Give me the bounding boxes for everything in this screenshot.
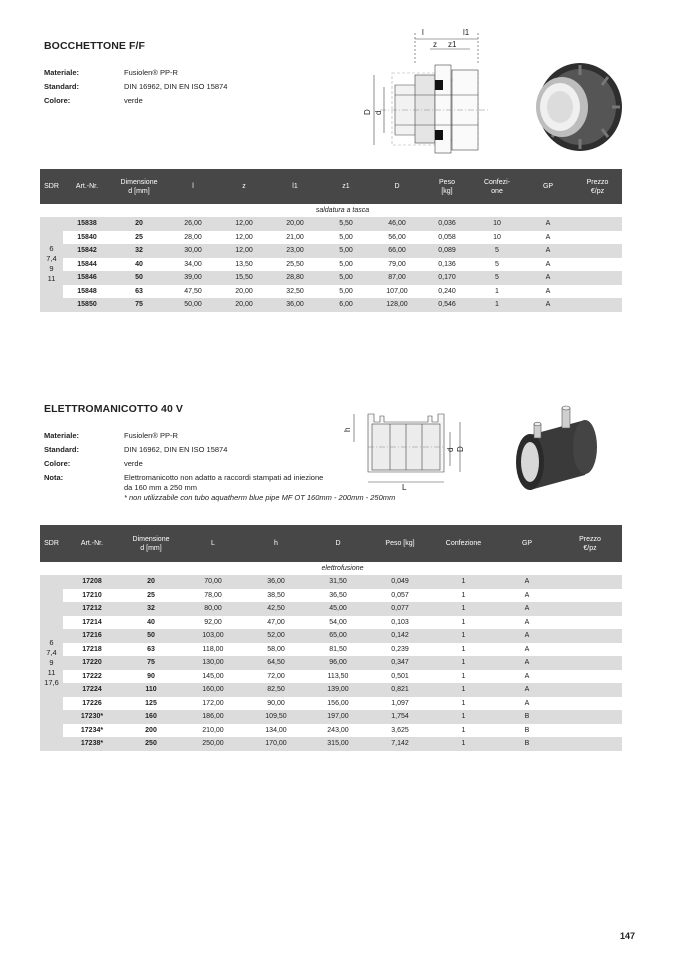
table-cell: A xyxy=(496,656,558,670)
table-cell: 28,00 xyxy=(167,231,219,245)
table-cell: 25,50 xyxy=(269,258,321,272)
table-cell: 45,00 xyxy=(307,602,369,616)
dim-label-D: D xyxy=(363,109,372,115)
col-header: Prezzo €/pz xyxy=(573,169,622,204)
table-cell xyxy=(558,575,622,589)
prop-key: Standard: xyxy=(44,445,80,454)
table-cell: 0,170 xyxy=(423,271,471,285)
table-row xyxy=(40,629,622,643)
table-cell: 0,239 xyxy=(369,643,431,657)
table-cell: 26,00 xyxy=(167,217,219,231)
table-cell xyxy=(558,629,622,643)
table-cell: 0,501 xyxy=(369,670,431,684)
table-cell: 0,136 xyxy=(423,258,471,272)
table-cell: 1,097 xyxy=(369,697,431,711)
table-cell xyxy=(558,670,622,684)
prop-value: verde xyxy=(124,459,143,468)
sdr-value: 11 xyxy=(47,274,56,284)
prop-value: verde xyxy=(124,96,143,105)
table-cell: 20,00 xyxy=(269,217,321,231)
table-cell: 47,50 xyxy=(167,285,219,299)
article-number-cell: 15842 xyxy=(63,244,111,258)
table-row xyxy=(40,298,622,312)
table-cell: 1,754 xyxy=(369,710,431,724)
table-cell: 13,50 xyxy=(219,258,269,272)
table-cell: 28,80 xyxy=(269,271,321,285)
note-footnote: * non utilizzabile con tubo aquatherm blue pipe MF OT 160mm - 200mm - 250mm xyxy=(124,493,396,502)
table-cell: 5,00 xyxy=(321,244,371,258)
sdr-value: 9 xyxy=(49,264,54,274)
coupler-product-image xyxy=(500,400,610,495)
table-cell: 81,50 xyxy=(307,643,369,657)
dimension-cell: 250 xyxy=(121,737,181,751)
dim-label-d: d xyxy=(374,110,383,115)
table-cell: 1 xyxy=(431,616,496,630)
article-number-cell: 17238* xyxy=(63,737,121,751)
sdr-value: 7,4 xyxy=(46,254,57,264)
table-cell xyxy=(558,710,622,724)
table-cell: 128,00 xyxy=(371,298,423,312)
table-cell xyxy=(573,258,622,272)
table-cell: 130,00 xyxy=(181,656,245,670)
prop-key: Materiale: xyxy=(44,431,80,440)
note-line: da 160 mm a 250 mm xyxy=(124,483,197,492)
article-number-cell: 17234* xyxy=(63,724,121,738)
table-cell: 96,00 xyxy=(307,656,369,670)
table-cell xyxy=(558,616,622,630)
table-row xyxy=(40,643,622,657)
table-cell xyxy=(573,271,622,285)
table-cell: B xyxy=(496,724,558,738)
table-cell: 20,00 xyxy=(219,285,269,299)
table-cell: 5,00 xyxy=(321,231,371,245)
table-cell: 1 xyxy=(431,643,496,657)
table-cell: A xyxy=(496,602,558,616)
dimension-cell: 125 xyxy=(121,697,181,711)
col-header: h xyxy=(245,525,307,562)
prop-key: Colore: xyxy=(44,96,71,105)
table-cell xyxy=(558,656,622,670)
article-number-cell: 17222 xyxy=(63,670,121,684)
table-cell xyxy=(573,217,622,231)
prop-value: Fusiolen® PP-R xyxy=(124,431,178,440)
col-header: D xyxy=(307,525,369,562)
table-cell: 118,00 xyxy=(181,643,245,657)
table-cell xyxy=(573,298,622,312)
article-number-cell: 15838 xyxy=(63,217,111,231)
table-cell: 7,142 xyxy=(369,737,431,751)
table-cell: 31,50 xyxy=(307,575,369,589)
table-cell: A xyxy=(496,589,558,603)
table-cell: 0,103 xyxy=(369,616,431,630)
table-cell: 1 xyxy=(431,602,496,616)
table-subheader-row xyxy=(40,204,622,217)
col-header: Art.-Nr. xyxy=(63,525,121,562)
table-cell xyxy=(573,285,622,299)
table-row xyxy=(40,697,622,711)
table-cell: A xyxy=(496,670,558,684)
col-header: Prezzo €/pz xyxy=(558,525,622,562)
dimension-cell: 20 xyxy=(111,217,167,231)
dim-label-z: z xyxy=(433,40,437,49)
table-cell: 90,00 xyxy=(245,697,307,711)
article-number-cell: 17220 xyxy=(63,656,121,670)
sdr-value: 6 xyxy=(49,244,54,254)
table-row xyxy=(40,217,622,231)
article-number-cell: 17226 xyxy=(63,697,121,711)
table-header-row xyxy=(40,169,622,204)
table-cell: 50,00 xyxy=(167,298,219,312)
table-row xyxy=(40,575,622,589)
dimension-cell: 63 xyxy=(111,285,167,299)
table-cell xyxy=(558,697,622,711)
table-cell: 54,00 xyxy=(307,616,369,630)
table-cell: 78,00 xyxy=(181,589,245,603)
table-cell xyxy=(558,683,622,697)
process-label: elettrofusione xyxy=(321,565,364,572)
prop-key: Materiale: xyxy=(44,68,80,77)
table-row xyxy=(40,683,622,697)
section-title-bocchettone: BOCCHETTONE F/F xyxy=(44,40,146,52)
table-cell: 250,00 xyxy=(181,737,245,751)
table-cell: 1 xyxy=(431,670,496,684)
table-cell xyxy=(573,231,622,245)
table-header-row xyxy=(40,525,622,562)
col-header: D xyxy=(371,169,423,204)
article-number-cell: 17212 xyxy=(63,602,121,616)
dimension-cell: 160 xyxy=(121,710,181,724)
table-cell: 103,00 xyxy=(181,629,245,643)
table-cell: 172,00 xyxy=(181,697,245,711)
col-header: Peso [kg] xyxy=(423,169,471,204)
col-header: Dimensione d [mm] xyxy=(111,169,167,204)
table-cell: 92,00 xyxy=(181,616,245,630)
table-cell: 23,00 xyxy=(269,244,321,258)
dimension-cell: 25 xyxy=(111,231,167,245)
article-number-cell: 17216 xyxy=(63,629,121,643)
table-row xyxy=(40,737,622,751)
col-header: GP xyxy=(523,169,573,204)
sdr-cell xyxy=(40,217,63,312)
table-cell: 0,089 xyxy=(423,244,471,258)
elettromanicotto-table xyxy=(40,525,622,751)
table-cell: 10 xyxy=(471,217,523,231)
table-cell: 1 xyxy=(471,298,523,312)
table-cell: 5,50 xyxy=(321,217,371,231)
table-cell: 20,00 xyxy=(219,298,269,312)
table-cell: 36,00 xyxy=(245,575,307,589)
sdr-value: 7,4 xyxy=(46,647,57,657)
col-header: Peso [kg] xyxy=(369,525,431,562)
table-cell: 64,50 xyxy=(245,656,307,670)
prop-value: DIN 16962, DIN EN ISO 15874 xyxy=(124,445,228,454)
dimension-cell: 32 xyxy=(111,244,167,258)
dimension-cell: 40 xyxy=(111,258,167,272)
prop-value: Fusiolen® PP-R xyxy=(124,68,178,77)
article-number-cell: 15850 xyxy=(63,298,111,312)
table-cell: 0,240 xyxy=(423,285,471,299)
col-header: L xyxy=(181,525,245,562)
table-cell: 197,00 xyxy=(307,710,369,724)
sdr-value: 6 xyxy=(49,637,54,647)
table-cell: 79,00 xyxy=(371,258,423,272)
article-number-cell: 15844 xyxy=(63,258,111,272)
table-row xyxy=(40,602,622,616)
table-cell: 21,00 xyxy=(269,231,321,245)
table-cell: A xyxy=(496,616,558,630)
table-cell: 52,00 xyxy=(245,629,307,643)
table-cell: A xyxy=(496,629,558,643)
table-cell: 0,347 xyxy=(369,656,431,670)
table-cell: 170,00 xyxy=(245,737,307,751)
table-cell: 5 xyxy=(471,258,523,272)
note-line: Elettromanicotto non adatto a raccordi stampati ad iniezione xyxy=(124,473,324,482)
union-product-image xyxy=(520,55,630,155)
table-cell: 6,00 xyxy=(321,298,371,312)
prop-key: Nota: xyxy=(44,473,64,482)
table-cell: 12,00 xyxy=(219,231,269,245)
table-cell: 186,00 xyxy=(181,710,245,724)
table-cell: 5,00 xyxy=(321,271,371,285)
col-header: Confezi- one xyxy=(471,169,523,204)
col-header: Confezione xyxy=(431,525,496,562)
table-cell: 56,00 xyxy=(371,231,423,245)
table-cell: 1 xyxy=(431,629,496,643)
dimension-cell: 110 xyxy=(121,683,181,697)
prop-value: DIN 16962, DIN EN ISO 15874 xyxy=(124,82,228,91)
table-cell: 1 xyxy=(431,710,496,724)
table-cell: 38,50 xyxy=(245,589,307,603)
sdr-value: 17,6 xyxy=(44,677,59,687)
table-cell: 58,00 xyxy=(245,643,307,657)
table-cell: 1 xyxy=(431,683,496,697)
table-row xyxy=(40,670,622,684)
table-cell: 15,50 xyxy=(219,271,269,285)
table-cell: 34,00 xyxy=(167,258,219,272)
dim-label-h: h xyxy=(343,427,352,432)
table-cell xyxy=(558,589,622,603)
page-number: 147 xyxy=(620,931,636,941)
dimension-cell: 20 xyxy=(121,575,181,589)
table-row xyxy=(40,258,622,272)
table-cell: 0,077 xyxy=(369,602,431,616)
table-row xyxy=(40,656,622,670)
table-cell: 160,00 xyxy=(181,683,245,697)
table-cell: 87,00 xyxy=(371,271,423,285)
bocchettone-table xyxy=(40,169,622,312)
table-cell: 1 xyxy=(471,285,523,299)
table-cell: 145,00 xyxy=(181,670,245,684)
table-cell xyxy=(573,244,622,258)
article-number-cell: 17218 xyxy=(63,643,121,657)
table-cell: 210,00 xyxy=(181,724,245,738)
table-cell xyxy=(558,724,622,738)
dimension-cell: 50 xyxy=(111,271,167,285)
union-technical-drawing xyxy=(360,25,510,160)
dimension-cell: 40 xyxy=(121,616,181,630)
table-cell: A xyxy=(496,575,558,589)
table-cell: 42,50 xyxy=(245,602,307,616)
table-cell: 0,057 xyxy=(369,589,431,603)
article-number-cell: 15840 xyxy=(63,231,111,245)
dimension-cell: 75 xyxy=(121,656,181,670)
col-header: l xyxy=(167,169,219,204)
table-cell: 70,00 xyxy=(181,575,245,589)
table-cell: 82,50 xyxy=(245,683,307,697)
dimension-cell: 25 xyxy=(121,589,181,603)
properties-bocchettone xyxy=(44,66,227,108)
table-cell: B xyxy=(496,737,558,751)
dim-label-d: d xyxy=(446,447,455,452)
table-cell: 107,00 xyxy=(371,285,423,299)
dim-label-l1: l1 xyxy=(463,28,470,37)
table-row xyxy=(40,616,622,630)
dimension-cell: 63 xyxy=(121,643,181,657)
col-header: Dimensione d [mm] xyxy=(121,525,181,562)
table-cell: 0,036 xyxy=(423,217,471,231)
table-cell: A xyxy=(523,231,573,245)
coupler-technical-drawing xyxy=(340,402,475,492)
table-cell: A xyxy=(523,244,573,258)
table-cell: 1 xyxy=(431,697,496,711)
col-header: GP xyxy=(496,525,558,562)
article-number-cell: 15846 xyxy=(63,271,111,285)
table-cell: 5 xyxy=(471,244,523,258)
table-cell: 47,00 xyxy=(245,616,307,630)
table-cell: 66,00 xyxy=(371,244,423,258)
table-cell: 80,00 xyxy=(181,602,245,616)
col-header: SDR xyxy=(40,525,63,562)
article-number-cell: 17224 xyxy=(63,683,121,697)
table-row xyxy=(40,231,622,245)
col-header: z xyxy=(219,169,269,204)
table-cell: 0,142 xyxy=(369,629,431,643)
table-row xyxy=(40,244,622,258)
dimension-cell: 90 xyxy=(121,670,181,684)
table-cell: A xyxy=(496,697,558,711)
sdr-cell xyxy=(40,575,63,751)
table-cell xyxy=(558,643,622,657)
col-header: SDR xyxy=(40,169,63,204)
prop-key: Colore: xyxy=(44,459,71,468)
article-number-cell: 17208 xyxy=(63,575,121,589)
table-cell: 243,00 xyxy=(307,724,369,738)
dimension-cell: 50 xyxy=(121,629,181,643)
table-cell: 0,049 xyxy=(369,575,431,589)
table-row xyxy=(40,271,622,285)
table-cell: 1 xyxy=(431,656,496,670)
table-cell xyxy=(558,737,622,751)
dimension-cell: 200 xyxy=(121,724,181,738)
section-title-elettromanicotto: ELETTROMANICOTTO 40 V xyxy=(44,403,183,415)
sdr-value: 9 xyxy=(49,657,54,667)
sdr-value: 11 xyxy=(47,667,56,677)
table-cell: 109,50 xyxy=(245,710,307,724)
table-cell: A xyxy=(496,643,558,657)
table-cell: A xyxy=(496,683,558,697)
table-cell: 1 xyxy=(431,575,496,589)
table-cell: 30,00 xyxy=(167,244,219,258)
dim-label-D: D xyxy=(456,446,465,452)
table-cell: 315,00 xyxy=(307,737,369,751)
table-cell: 0,058 xyxy=(423,231,471,245)
table-cell: A xyxy=(523,271,573,285)
table-cell: 32,50 xyxy=(269,285,321,299)
table-cell: 36,50 xyxy=(307,589,369,603)
table-cell: 39,00 xyxy=(167,271,219,285)
table-cell: 3,625 xyxy=(369,724,431,738)
table-subheader-row xyxy=(40,562,622,575)
table-cell: 1 xyxy=(431,737,496,751)
col-header: Art.-Nr. xyxy=(63,169,111,204)
table-cell: 12,00 xyxy=(219,217,269,231)
table-cell: 5,00 xyxy=(321,258,371,272)
table-cell: 12,00 xyxy=(219,244,269,258)
article-number-cell: 17214 xyxy=(63,616,121,630)
process-label: saldatura a tasca xyxy=(315,207,370,214)
table-cell: 72,00 xyxy=(245,670,307,684)
dim-label-l: l xyxy=(422,28,424,37)
table-row xyxy=(40,710,622,724)
dim-label-z1: z1 xyxy=(448,40,457,49)
table-cell: A xyxy=(523,298,573,312)
table-cell: 36,00 xyxy=(269,298,321,312)
table-row xyxy=(40,589,622,603)
table-cell: 5 xyxy=(471,271,523,285)
dimension-cell: 32 xyxy=(121,602,181,616)
col-header: z1 xyxy=(321,169,371,204)
table-cell: 1 xyxy=(431,589,496,603)
dim-label-L: L xyxy=(402,483,407,492)
table-cell: 0,821 xyxy=(369,683,431,697)
table-cell xyxy=(558,602,622,616)
table-cell: B xyxy=(496,710,558,724)
prop-key: Standard: xyxy=(44,82,80,91)
table-cell: 46,00 xyxy=(371,217,423,231)
table-cell: A xyxy=(523,258,573,272)
dimension-cell: 75 xyxy=(111,298,167,312)
table-cell: 113,50 xyxy=(307,670,369,684)
table-cell: 134,00 xyxy=(245,724,307,738)
table-cell: A xyxy=(523,217,573,231)
table-cell: 0,546 xyxy=(423,298,471,312)
table-cell: 5,00 xyxy=(321,285,371,299)
article-number-cell: 17230* xyxy=(63,710,121,724)
table-cell: 1 xyxy=(431,724,496,738)
table-cell: 65,00 xyxy=(307,629,369,643)
col-header: l1 xyxy=(269,169,321,204)
table-row xyxy=(40,285,622,299)
table-row xyxy=(40,724,622,738)
table-cell: 10 xyxy=(471,231,523,245)
article-number-cell: 15848 xyxy=(63,285,111,299)
table-cell: 156,00 xyxy=(307,697,369,711)
article-number-cell: 17210 xyxy=(63,589,121,603)
table-cell: A xyxy=(523,285,573,299)
table-cell: 139,00 xyxy=(307,683,369,697)
